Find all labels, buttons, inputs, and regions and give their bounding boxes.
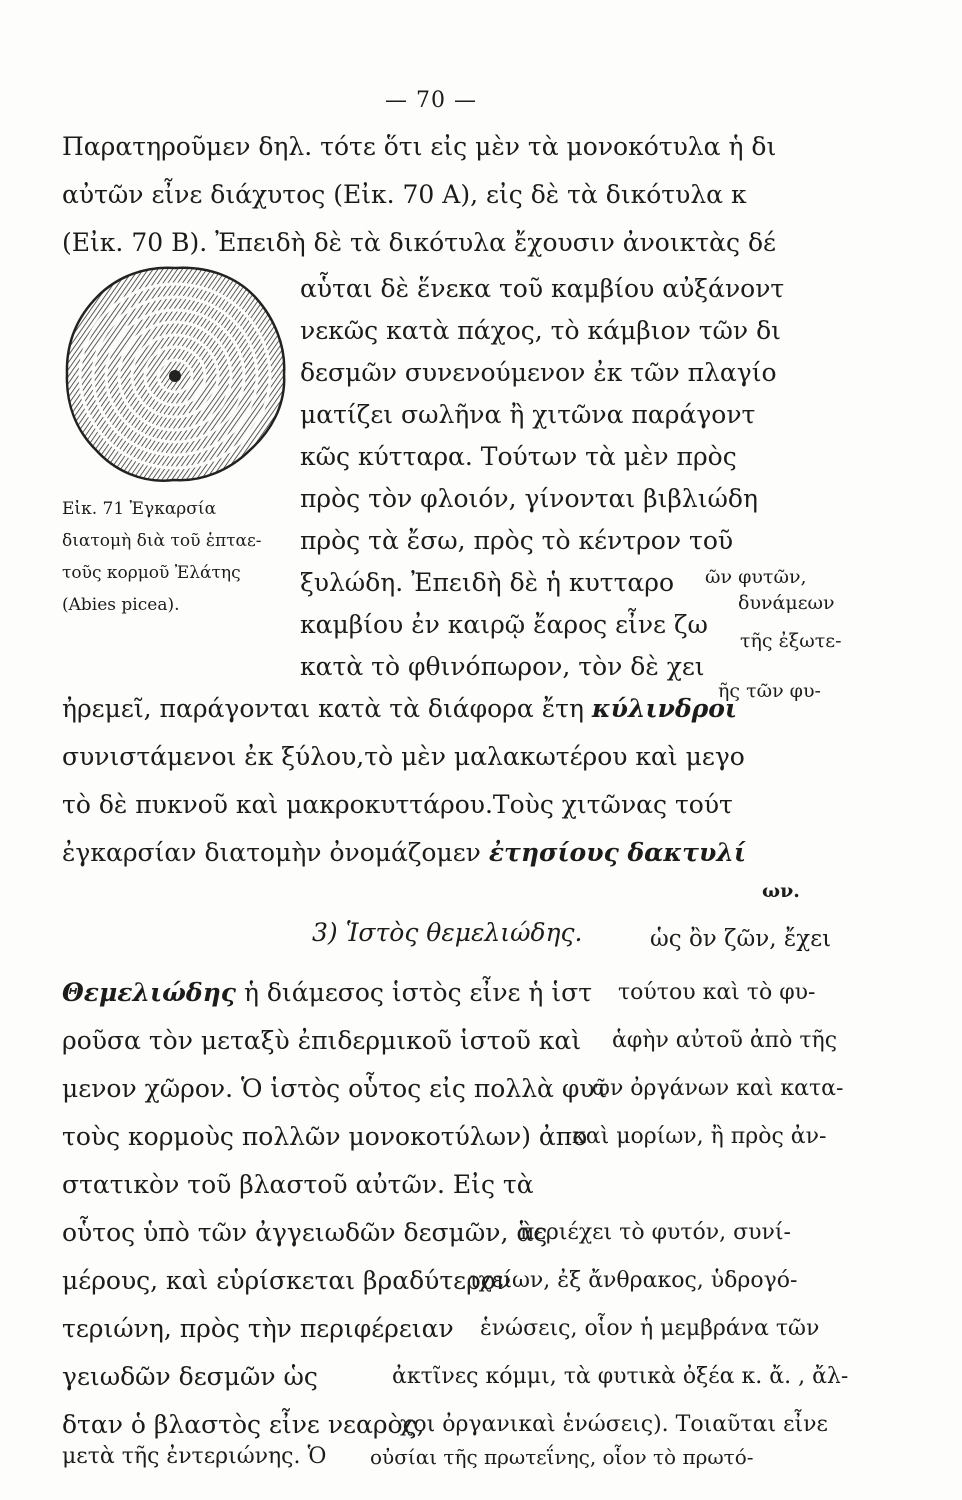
term-themeliodis: Θεμελιώδης <box>62 978 236 1007</box>
text-line: οὗτος ὑπὸ τῶν ἀγγειωδῶν δεσμῶν, ἃς <box>62 1218 548 1247</box>
text-line: Παρατηροῦμεν δηλ. τότε ὅτι εἰς μὲν τὰ μονοκότυλα ἡ δι <box>62 132 777 161</box>
text-line: καμβίου ἐν καιρῷ ἔαρος εἶνε ζω <box>300 610 708 639</box>
text-fragment: ῶν ὀργάνων καὶ κατα- <box>592 1076 844 1101</box>
tree-ring-svg <box>60 262 290 487</box>
text-line: ματίζει σωλῆνα ἢ χιτῶνα παράγοντ <box>300 400 756 429</box>
figure-caption-line: τοῦς κορμοῦ Ἐλάτης <box>62 563 241 583</box>
text-line: μενον χῶρον. Ὁ ἱστὸς οὗτος εἰς πολλὰ φυτ <box>62 1074 609 1103</box>
side-fragment: ῆς τῶν φυ- <box>718 680 821 702</box>
text-line: γειωδῶν δεσμῶν ὡς <box>62 1362 318 1391</box>
text-fragment: οὐσίαι τῆς πρωτεΐνης, οἷον τὸ πρωτό- <box>370 1445 754 1469</box>
text-line: συνιστάμενοι ἐκ ξύλου,τὸ μὲν μαλακωτέρου καὶ μεγο <box>62 742 745 771</box>
text-line <box>62 978 592 1008</box>
text-line: στατικὸν τοῦ βλαστοῦ αὐτῶν. Εἰς τὰ <box>62 1170 534 1199</box>
text-fragment: ἁφὴν αὐτοῦ ἀπὸ τῆς <box>612 1028 838 1053</box>
text-fragment: ἑνώσεις, οἷον ἡ μεμβράνα τῶν <box>480 1316 820 1341</box>
page-number: — 70 — <box>385 88 477 113</box>
text-line: κατὰ τὸ φθινόπωρον, τὸν δὲ χει <box>300 652 705 681</box>
side-fragment: ῶν φυτῶν, <box>705 566 807 588</box>
text-line: αὗται δὲ ἕνεκα τοῦ καμβίου αὐξάνοντ <box>300 274 785 303</box>
text-span: ἡ διάμεσος ἱστὸς εἶνε ἡ ἱστ <box>243 978 593 1007</box>
text-line: πρὸς τὰ ἔσω, πρὸς τὸ κέντρον τοῦ <box>300 526 734 555</box>
text-line: μέρους, καὶ εὑρίσκεται βραδύτερον <box>62 1266 512 1295</box>
tree-ring-illustration <box>60 262 290 487</box>
fragment-on: ων. <box>762 880 800 902</box>
section-heading: 3) Ἱστὸς θεμελιώδης. <box>312 918 583 947</box>
text-fragment: χοι ὀργανικαὶ ἑνώσεις). Τοιαῦται εἶνε <box>400 1412 828 1437</box>
text-line: τὸ δὲ πυκνοῦ καὶ μακροκυττάρου.Τοὺς χιτῶνας τούτ <box>62 790 733 819</box>
figure-caption-line: (Abies picea). <box>62 595 180 615</box>
text-line: αὐτῶν εἶνε διάχυτος (Εἰκ. 70 Α), εἰς δὲ τὰ δικότυλα κ <box>62 180 747 209</box>
text-span: ἠρεμεῖ, παράγονται κατὰ τὰ διάφορα ἔτη <box>62 694 584 723</box>
text-span: ἐγκαρσίαν διατομὴν ὀνομάζομεν <box>62 838 481 867</box>
text-fragment: περιέχει τὸ φυτόν, συνί- <box>520 1220 791 1245</box>
text-line: τεριώνη, πρὸς τὴν περιφέρειαν <box>62 1314 454 1343</box>
figure-caption-line: Εἰκ. 71 Ἐγκαρσία <box>62 499 217 519</box>
side-fragment: ὡς ὂν ζῶν, ἔχει <box>650 926 832 952</box>
text-line: νεκῶς κατὰ πάχος, τὸ κάμβιον τῶν δι <box>300 316 781 345</box>
term-kylindroi: κύλινδροι <box>591 694 738 723</box>
text-fragment: ἀκτῖνες κόμμι, τὰ φυτικὰ ὀξέα κ. ἄ. , ἄλ- <box>392 1364 849 1389</box>
text-line: (Εἰκ. 70 Β). Ἐπειδὴ δὲ τὰ δικότυλα ἔχουσιν ἀνοικτὰς δέ <box>62 228 776 257</box>
side-fragment: δυνάμεων <box>738 592 835 614</box>
text-fragment: ιχείων, ἐξ ἄνθρακος, ὑδρογό- <box>470 1268 798 1293</box>
text-line: δταν ὁ βλαστὸς εἶνε νεαρὸς, <box>62 1410 425 1439</box>
text-line: πρὸς τὸν φλοιόν, γίνονται βιβλιώδη <box>300 484 758 513</box>
text-fragment: τούτου καὶ τὸ φυ- <box>618 980 816 1005</box>
text-line: ροῦσα τὸν μεταξὺ ἐπιδερμικοῦ ἱστοῦ καὶ <box>62 1026 582 1055</box>
text-line: δεσμῶν συνενούμενον ἐκ τῶν πλαγίο <box>300 358 777 387</box>
text-fragment: καὶ μορίων, ἢ πρὸς ἀν- <box>572 1124 827 1149</box>
side-fragment: τῆς ἐξωτε- <box>740 630 842 652</box>
text-line <box>62 838 746 868</box>
text-line: κῶς κύτταρα. Τούτων τὰ μὲν πρὸς <box>300 442 737 471</box>
text-line: ξυλώδη. Ἐπειδὴ δὲ ἡ κυτταρο <box>300 568 675 597</box>
figure-caption-line: διατομὴ διὰ τοῦ ἑπταε- <box>62 531 262 551</box>
text-line: μετὰ τῆς ἐντεριώνης. Ὁ <box>62 1444 327 1469</box>
text-line: τοὺς κορμοὺς πολλῶν μονοκοτύλων) ἀπο <box>62 1122 588 1151</box>
term-daktylioi: ἐτησίους δακτυλί <box>488 838 746 867</box>
text-line <box>62 694 737 724</box>
